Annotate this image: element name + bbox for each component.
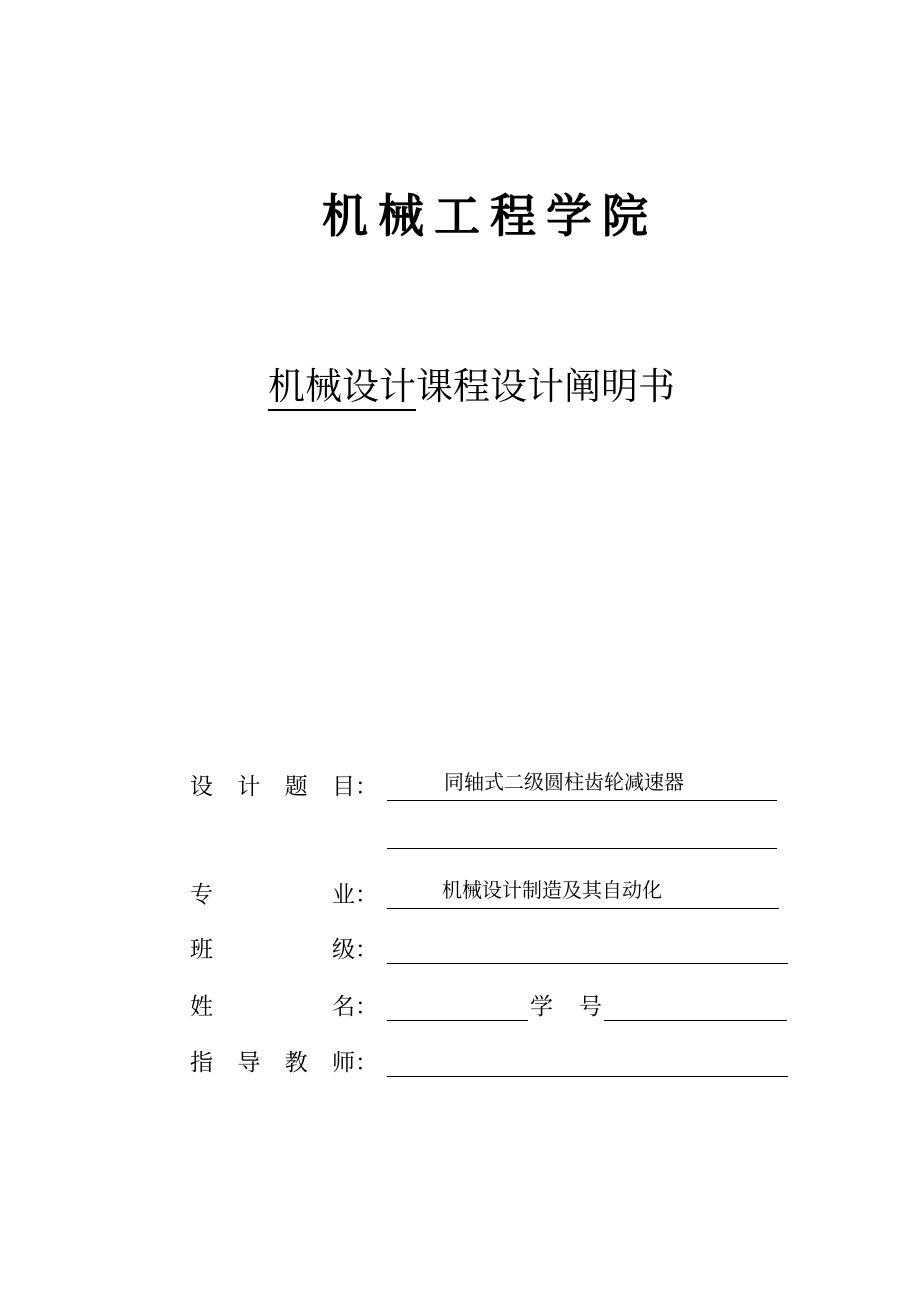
advisor-row [190,1042,800,1078]
document-title-rest: 课程设计阐明书 [416,365,675,408]
document-title [268,362,675,412]
school-title: 机械工程学院 [322,189,658,243]
topic-field-line-2[interactable] [387,814,777,849]
advisor-label [190,1042,378,1078]
name-field[interactable] [387,986,528,1021]
topic-value: 同轴式二级圆柱齿轮减速器 [444,772,684,794]
name-label-char: 名： [332,993,378,1020]
topic-row-continued [190,814,800,850]
name-label-char: 姓 [190,993,213,1020]
student-id-field[interactable] [604,986,787,1021]
advisor-label-char: 教 [284,1049,308,1076]
student-id-label [530,986,602,1022]
major-label [190,874,378,910]
major-row [190,874,800,910]
advisor-label-char: 指 [190,1049,213,1076]
name-label [190,986,378,1022]
topic-label-char: 计 [237,773,261,800]
class-label [190,929,378,965]
major-value: 机械设计制造及其自动化 [442,880,662,902]
class-label-char: 级： [332,936,378,963]
topic-label-char: 题 [284,773,308,800]
topic-label-char: 目： [331,773,378,800]
advisor-label-char: 导 [237,1049,261,1076]
topic-row [190,766,800,802]
major-field[interactable] [387,874,779,909]
major-label-char: 专 [190,881,213,908]
topic-field[interactable] [387,766,777,801]
major-label-char: 业： [332,881,378,908]
name-row [190,986,800,1022]
advisor-label-char: 师： [331,1049,378,1076]
class-label-char: 班 [190,936,213,963]
class-row [190,929,800,965]
document-title-underlined: 机械设计 [268,365,416,411]
advisor-field[interactable] [387,1042,788,1077]
class-field[interactable] [387,929,788,964]
student-id-label-char: 号 [579,993,602,1020]
topic-label [190,766,378,802]
student-id-label-char: 学 [530,993,553,1020]
topic-label-char: 设 [190,773,213,800]
